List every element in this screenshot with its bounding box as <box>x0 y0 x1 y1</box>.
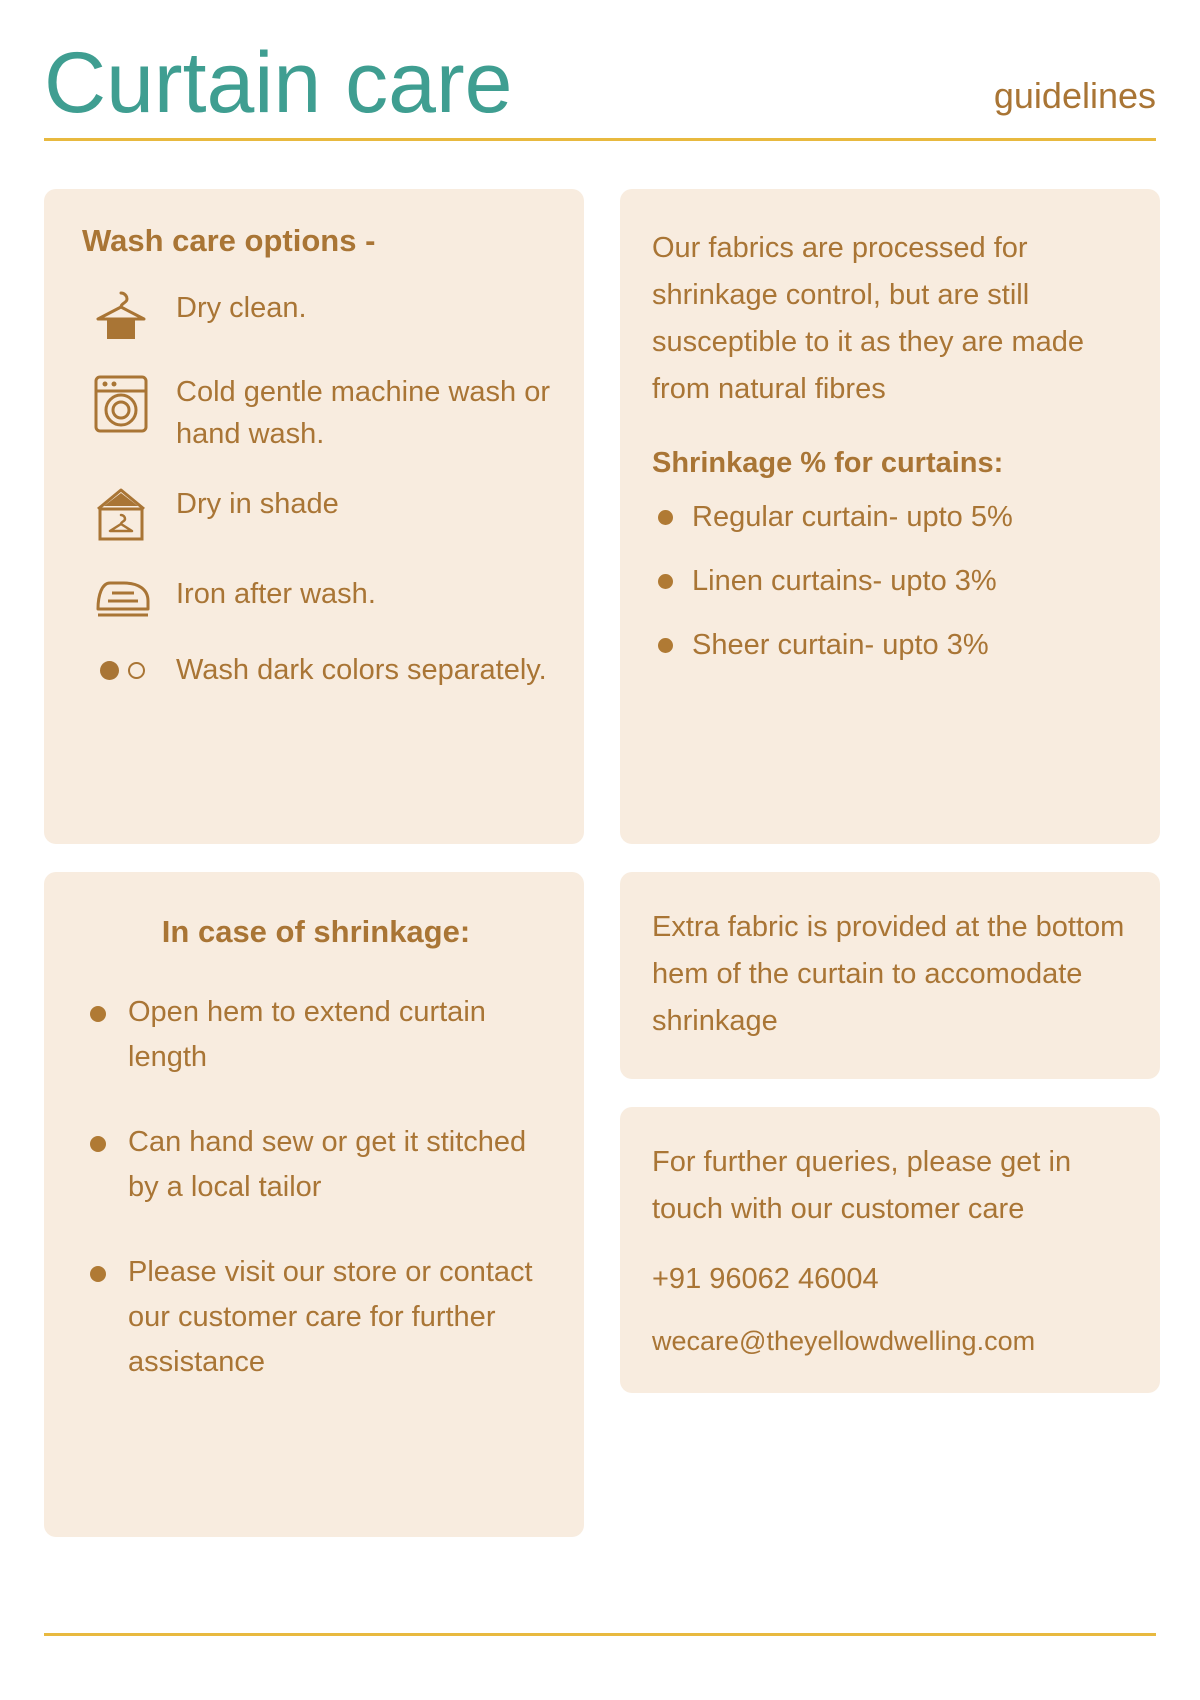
header-divider <box>44 138 1156 141</box>
list-item: Can hand sew or get it stitched by a local tailor <box>82 1120 550 1210</box>
dark-color-dot-icon <box>100 661 119 680</box>
page-title: Curtain care <box>44 35 513 131</box>
wash-care-item <box>82 369 550 455</box>
wash-care-item <box>82 647 550 691</box>
two-dots-icon <box>82 647 176 680</box>
shrinkage-subheading: Shrinkage % for curtains: <box>652 446 1004 479</box>
list-item: Sheer curtain- upto 3% <box>652 624 1126 666</box>
washing-machine-icon <box>82 369 176 435</box>
wash-care-item-label: Cold gentle machine wash or hand wash. <box>176 376 550 451</box>
wash-care-item-label: Dry in shade <box>176 488 339 521</box>
content-grid <box>44 189 1156 1537</box>
page-header <box>44 35 1156 136</box>
list-item: Regular curtain- upto 5% <box>652 496 1126 538</box>
page-subtitle: guidelines <box>993 75 1156 116</box>
light-color-dot-icon <box>128 662 145 679</box>
wash-care-card <box>44 189 584 844</box>
shrinkage-percent-list <box>652 496 1126 666</box>
right-column-stack <box>620 872 1160 1393</box>
list-item: Please visit our store or contact our customer care for further assistance <box>82 1250 550 1385</box>
wash-care-item-label: Dry clean. <box>176 292 307 324</box>
customer-care-card <box>620 1107 1160 1393</box>
extra-fabric-card <box>620 872 1160 1079</box>
wash-care-item <box>82 481 550 545</box>
in-case-of-shrinkage-title: In case of shrinkage: <box>161 914 471 949</box>
hanger-icon <box>82 285 176 343</box>
wash-care-item-label: Iron after wash. <box>176 578 376 611</box>
shrinkage-intro-text: Our fabrics are processed for shrinkage control, but are still susceptible to it as they are made from natural fibres <box>652 232 1085 405</box>
in-case-of-shrinkage-card <box>44 872 584 1537</box>
wash-care-item <box>82 571 550 621</box>
dry-in-shade-icon <box>82 481 176 545</box>
footer-divider <box>44 1633 1156 1636</box>
extra-fabric-text: Extra fabric is provided at the bottom hem of the curtain to accomodate shrinkage <box>652 911 1125 1037</box>
wash-care-item <box>82 285 550 343</box>
list-item: Linen curtains- upto 3% <box>652 560 1126 602</box>
in-case-of-shrinkage-list <box>82 990 550 1385</box>
wash-care-title: Wash care options - <box>82 223 376 258</box>
customer-care-email[interactable]: wecare@theyellowdwelling.com <box>652 1325 1036 1356</box>
shrinkage-info-card <box>620 189 1160 844</box>
wash-care-item-label: Wash dark colors separately. <box>176 654 547 687</box>
list-item: Open hem to extend curtain length <box>82 990 550 1080</box>
iron-icon <box>82 571 176 621</box>
customer-care-text: For further queries, please get in touch with our customer care <box>652 1145 1072 1225</box>
customer-care-phone[interactable]: +91 96062 46004 <box>652 1262 879 1295</box>
